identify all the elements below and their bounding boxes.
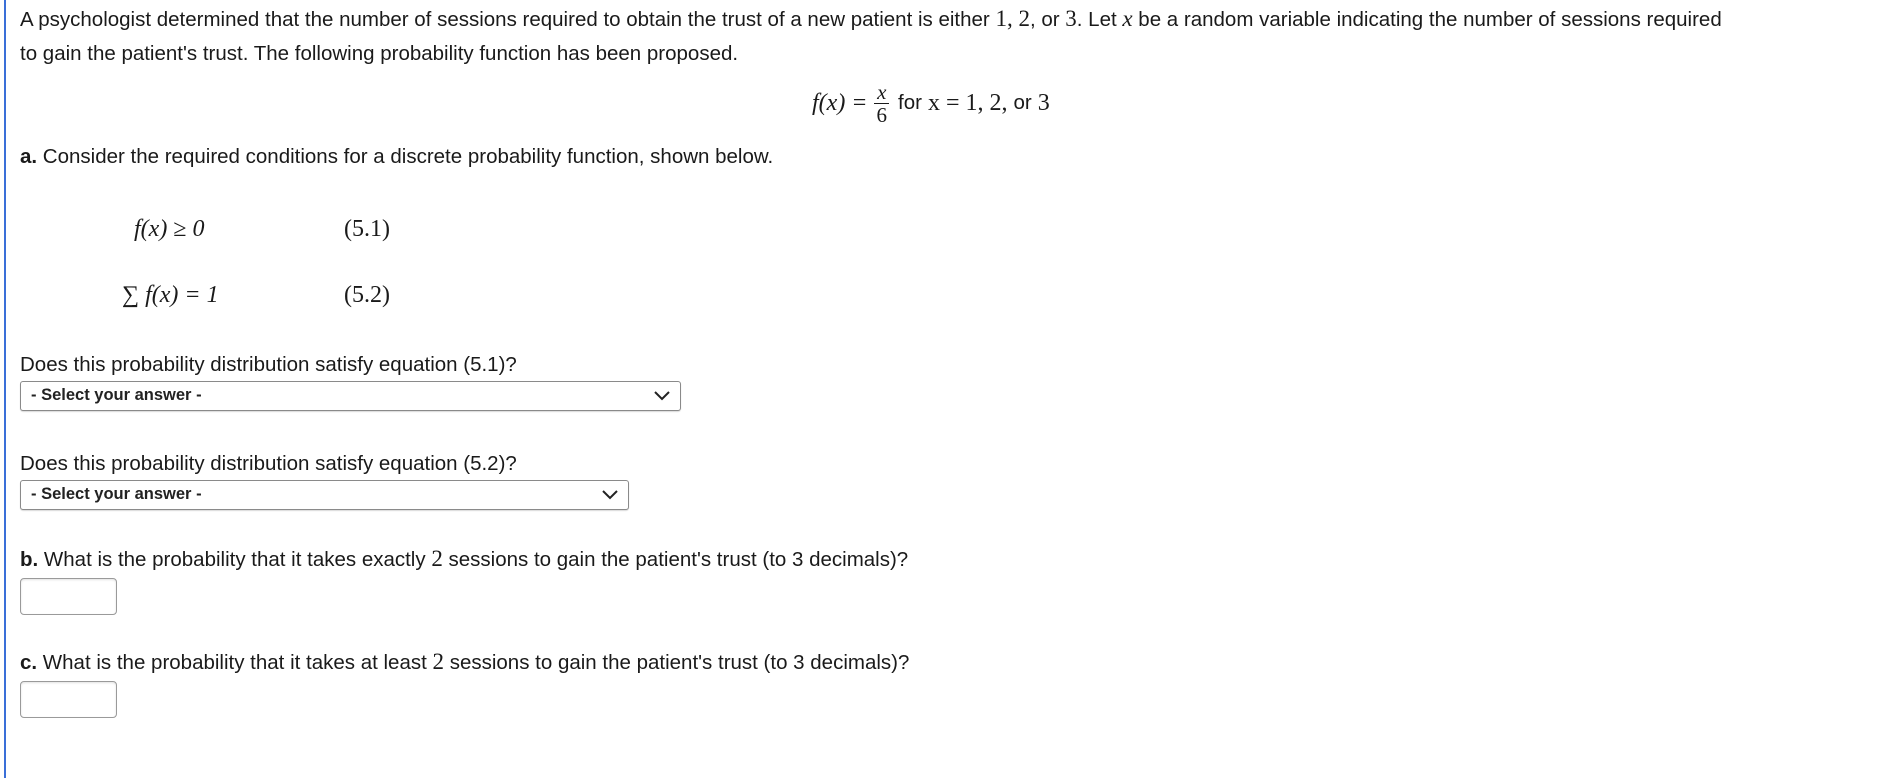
formula-or-text: or xyxy=(1013,91,1032,114)
condition-5-2: ∑ f(x) = 1 xyxy=(122,282,219,308)
condition-5-2-number: (5.2) xyxy=(344,282,390,308)
intro-text-3: be a random variable indicating the number of sessions required xyxy=(1132,8,1722,31)
select-5-2-label: - Select your answer - xyxy=(31,485,202,503)
intro-line-2: to gain the patient's trust. The following probability function has been proposed. xyxy=(20,42,739,65)
formula-domain: x = 1, 2, xyxy=(927,89,1008,116)
question-5-2: Does this probability distribution satisfy equation (5.2)? xyxy=(20,452,517,475)
condition-5-1: f(x) ≥ 0 xyxy=(134,216,205,242)
part-c-letter: c. xyxy=(20,651,38,674)
part-c-prompt xyxy=(20,645,909,680)
part-b-number: 2 xyxy=(431,546,443,571)
intro-text-2: . Let xyxy=(1076,8,1123,31)
intro-separator-2: , or xyxy=(1029,8,1066,31)
part-c-answer-input[interactable] xyxy=(20,681,117,718)
part-c-text-after: sessions to gain the patient's trust (to 3 decimals)? xyxy=(444,651,910,674)
chevron-down-icon xyxy=(652,387,672,405)
part-b-text-after: sessions to gain the patient's trust (to 3 decimals)? xyxy=(442,548,909,571)
select-5-1-label: - Select your answer - xyxy=(31,386,202,404)
intro-value-3: 3 xyxy=(1065,6,1077,31)
answer-select-5-1[interactable] xyxy=(20,381,681,411)
intro-variable: x xyxy=(1122,6,1133,31)
part-a-text: Consider the required conditions for a discrete probability function, shown below. xyxy=(37,145,774,168)
part-b-letter: b. xyxy=(20,548,39,571)
question-5-1: Does this probability distribution satisfy equation (5.1)? xyxy=(20,353,517,376)
formula-last-value: 3 xyxy=(1037,89,1050,116)
part-b-prompt xyxy=(20,542,908,577)
part-c-number: 2 xyxy=(432,649,444,674)
part-a-prompt xyxy=(20,140,773,174)
condition-5-1-number: (5.1) xyxy=(344,216,390,242)
intro-value-2: 2 xyxy=(1018,6,1030,31)
probability-function-formula xyxy=(812,74,1050,132)
chevron-down-icon xyxy=(600,486,620,504)
intro-text: A psychologist determined that the number of sessions required to obtain the trust of a new patient is either xyxy=(20,8,996,31)
intro-value-1: 1 xyxy=(995,6,1007,31)
intro-line-1 xyxy=(20,2,1722,37)
formula-numerator: x xyxy=(874,81,889,104)
formula-lhs: f(x) = xyxy=(812,89,868,116)
part-b-text-before: What is the probability that it takes exactly xyxy=(38,548,432,571)
formula-fraction xyxy=(874,81,891,126)
part-a-letter: a. xyxy=(20,145,38,168)
formula-for-text: for xyxy=(898,91,922,114)
part-b-answer-input[interactable] xyxy=(20,578,117,615)
formula-denominator: 6 xyxy=(876,102,887,127)
intro-separator-1: , xyxy=(1006,6,1019,31)
question-frame xyxy=(4,0,1878,778)
answer-select-5-2[interactable] xyxy=(20,480,629,510)
part-c-text-before: What is the probability that it takes at least xyxy=(37,651,433,674)
